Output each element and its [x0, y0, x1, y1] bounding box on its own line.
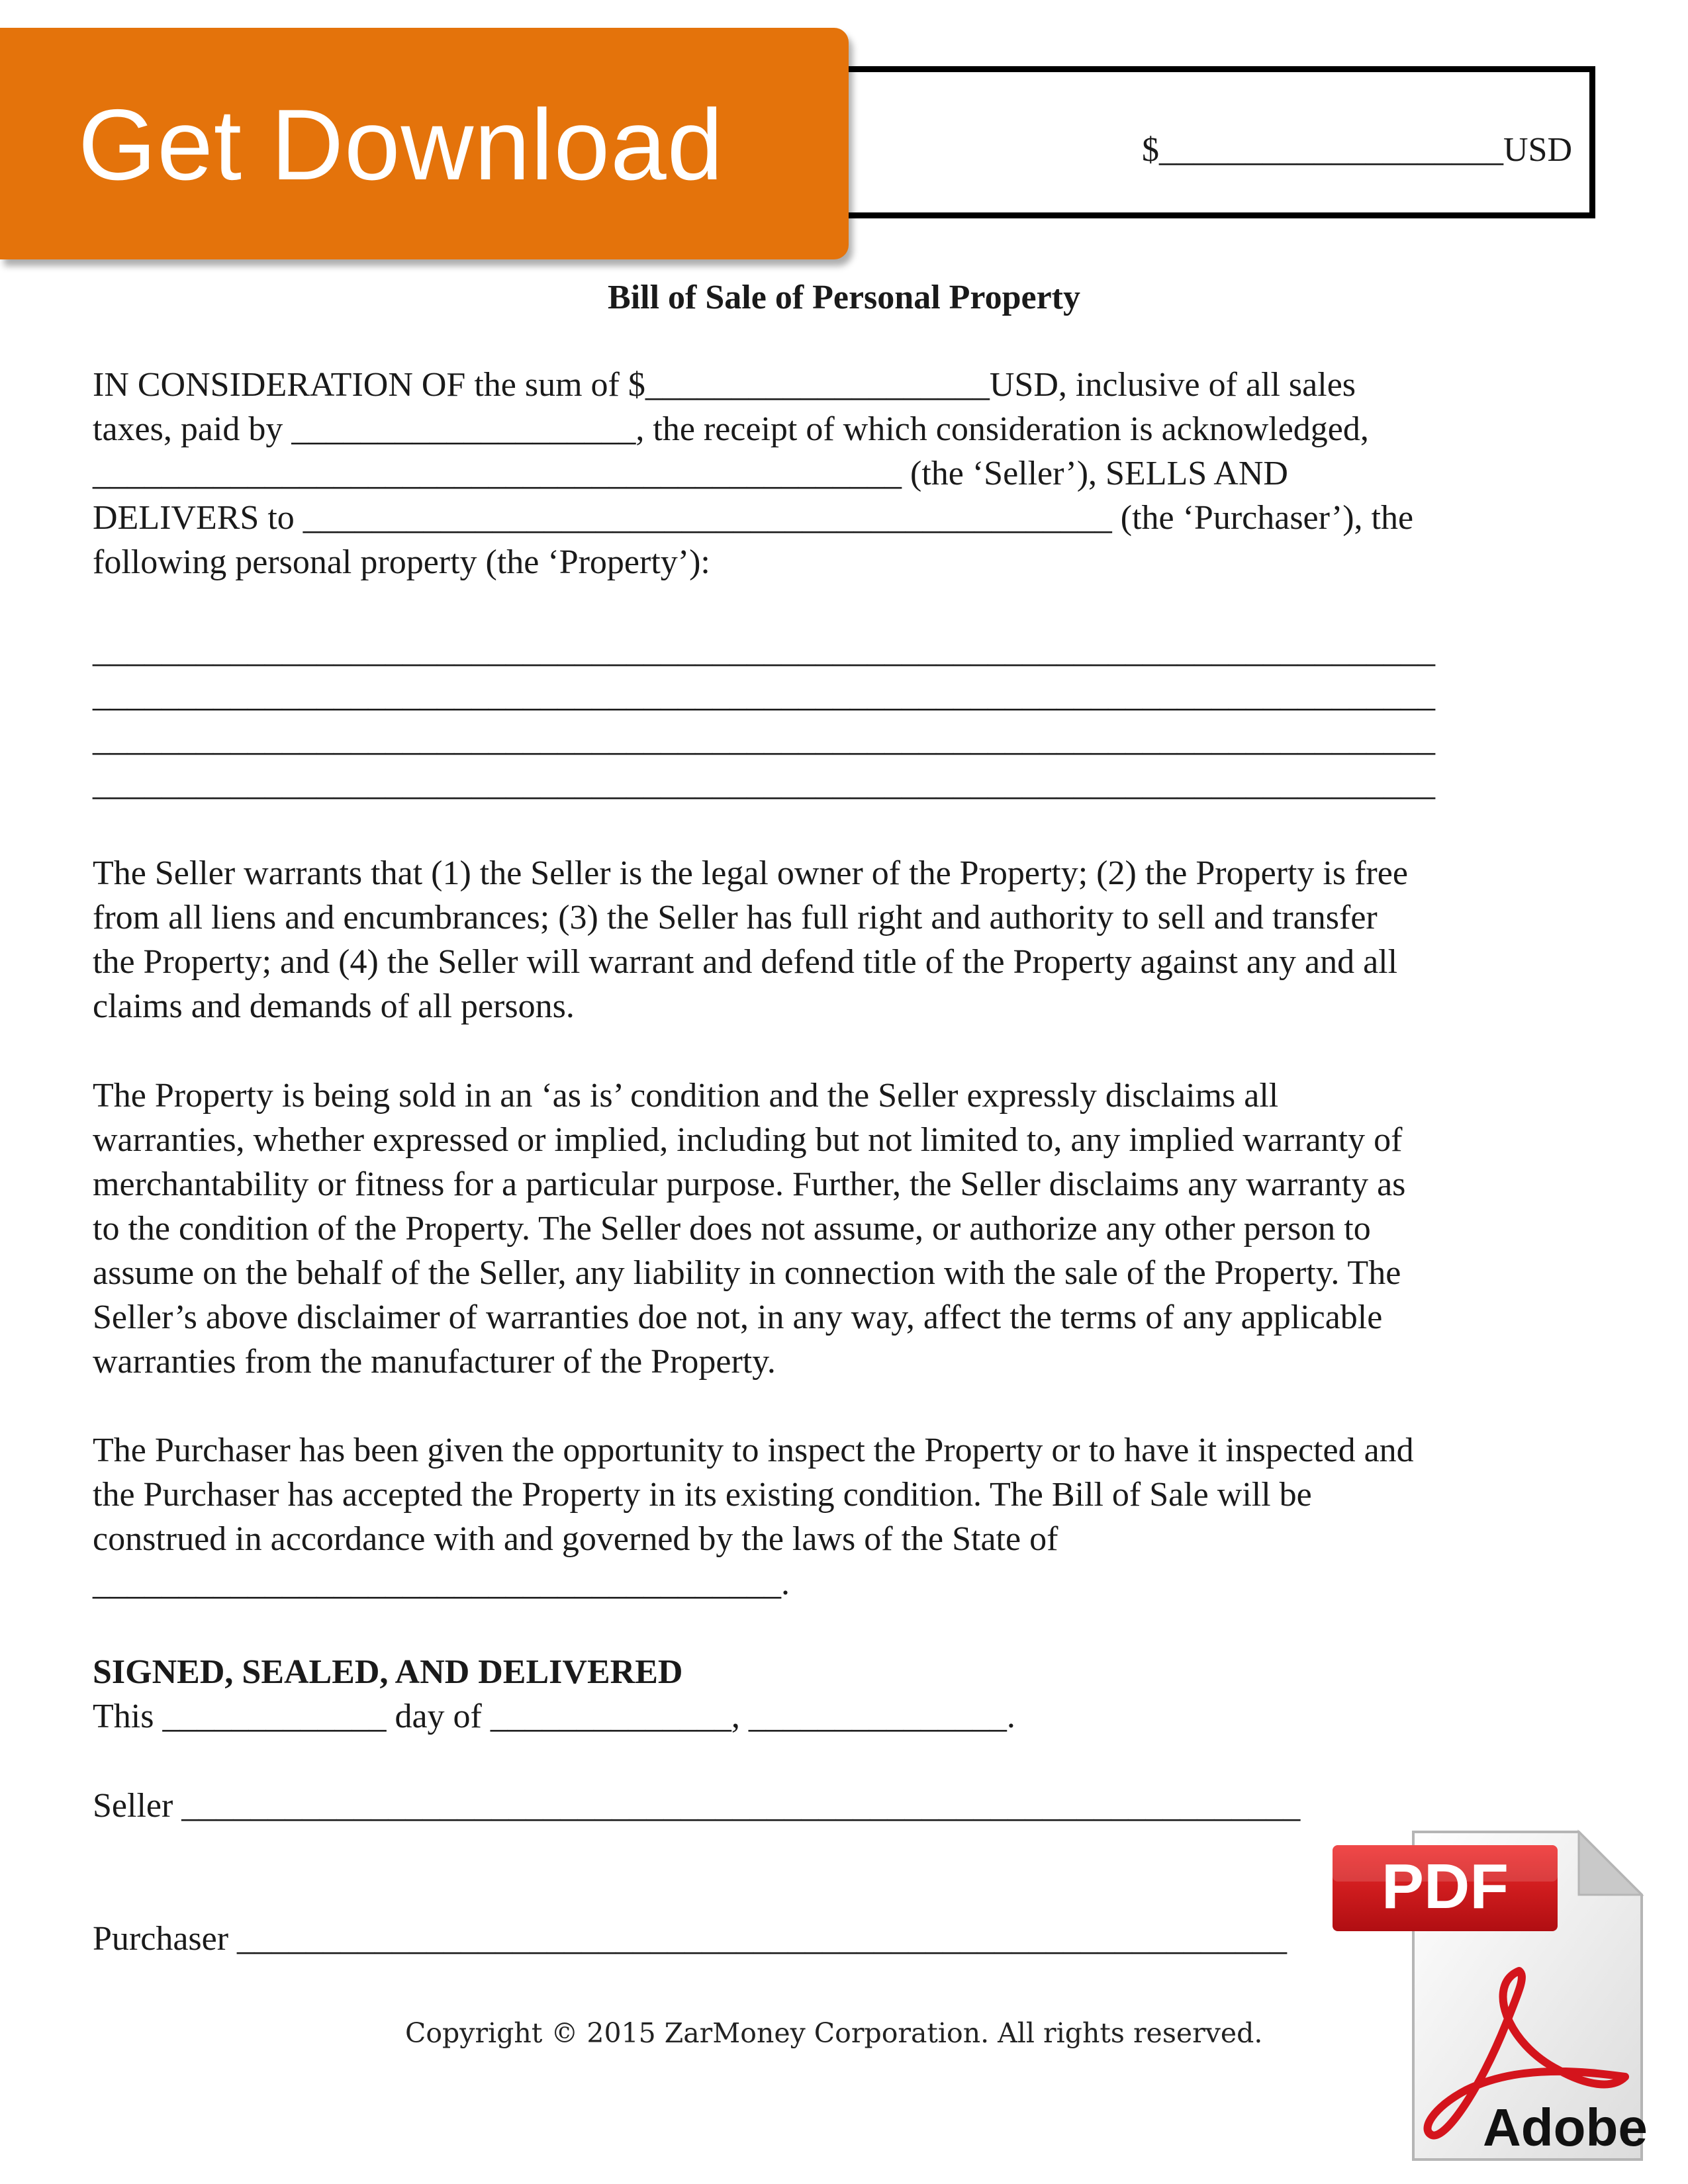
consideration-line: DELIVERS to _______________________________________________ (the ‘Purchaser’), the	[93, 499, 1414, 537]
property-blank-line[interactable]: ______________________________________________________________________________	[93, 632, 1435, 670]
copyright-footer: Copyright © 2015 ZarMoney Corporation. All rights reserved.	[405, 2017, 1263, 2049]
consideration-line: following personal property (the ‘Property’):	[93, 543, 710, 581]
amount-box	[801, 66, 1595, 218]
as-is-line: to the condition of the Property. The Seller does not assume, or authorize any other person to	[93, 1210, 1371, 1248]
consideration-line: _______________________________________________ (the ‘Seller’), SELLS AND	[93, 455, 1288, 492]
as-is-line: warranties, whether expressed or implied, including but not limited to, any implied warranty of	[93, 1121, 1403, 1159]
get-download-button[interactable]	[0, 28, 849, 259]
as-is-line: merchantability or fitness for a particular purpose. Further, the Seller disclaims any warranty as	[93, 1165, 1406, 1203]
consideration-line: IN CONSIDERATION OF the sum of $____________________USD, inclusive of all sales	[93, 366, 1356, 404]
consideration-line: taxes, paid by ____________________, the receipt of which consideration is acknowledged,	[93, 410, 1369, 448]
property-blank-line[interactable]: ______________________________________________________________________________	[93, 765, 1435, 803]
warranty-line: the Property; and (4) the Seller will warrant and defend title of the Property against any and all	[93, 943, 1398, 981]
as-is-line: Seller’s above disclaimer of warranties doe not, in any way, affect the terms of any applicable	[93, 1298, 1383, 1336]
seller-signature-line[interactable]: Seller _________________________________________________________________	[93, 1787, 1301, 1825]
adobe-brand-label: Adobe	[1483, 2098, 1648, 2157]
warranty-line: claims and demands of all persons.	[93, 987, 575, 1025]
as-is-line: warranties from the manufacturer of the Property.	[93, 1343, 776, 1381]
purchaser-signature-line[interactable]: Purchaser _____________________________________________________________	[93, 1920, 1288, 1958]
date-line[interactable]: This _____________ day of ______________, _______________.	[93, 1698, 1015, 1735]
state-blank-line[interactable]: ________________________________________.	[93, 1565, 790, 1602]
as-is-line: assume on the behalf of the Seller, any liability in connection with the sale of the Property. The	[93, 1254, 1401, 1292]
amount-field[interactable]: $____________________USD	[1141, 131, 1572, 169]
as-is-line: The Property is being sold in an ‘as is’ condition and the Seller expressly disclaims all	[93, 1077, 1279, 1115]
warranty-line: The Seller warrants that (1) the Seller is the legal owner of the Property; (2) the Property is free	[93, 854, 1408, 892]
property-blank-line[interactable]: ______________________________________________________________________________	[93, 676, 1435, 714]
inspection-line: construed in accordance with and governed by the laws of the State of	[93, 1520, 1058, 1558]
pdf-icon-label: PDF	[1382, 1851, 1509, 1922]
property-blank-line[interactable]: ______________________________________________________________________________	[93, 721, 1435, 758]
get-download-label: Get Download	[78, 89, 724, 201]
signed-heading: SIGNED, SEALED, AND DELIVERED	[93, 1653, 683, 1691]
inspection-line: the Purchaser has accepted the Property in its existing condition. The Bill of Sale will be	[93, 1476, 1312, 1514]
document-title: Bill of Sale of Personal Property	[608, 279, 1080, 316]
inspection-line: The Purchaser has been given the opportunity to inspect the Property or to have it inspected and	[93, 1432, 1414, 1469]
warranty-line: from all liens and encumbrances; (3) the Seller has full right and authority to sell and transfer	[93, 899, 1378, 936]
